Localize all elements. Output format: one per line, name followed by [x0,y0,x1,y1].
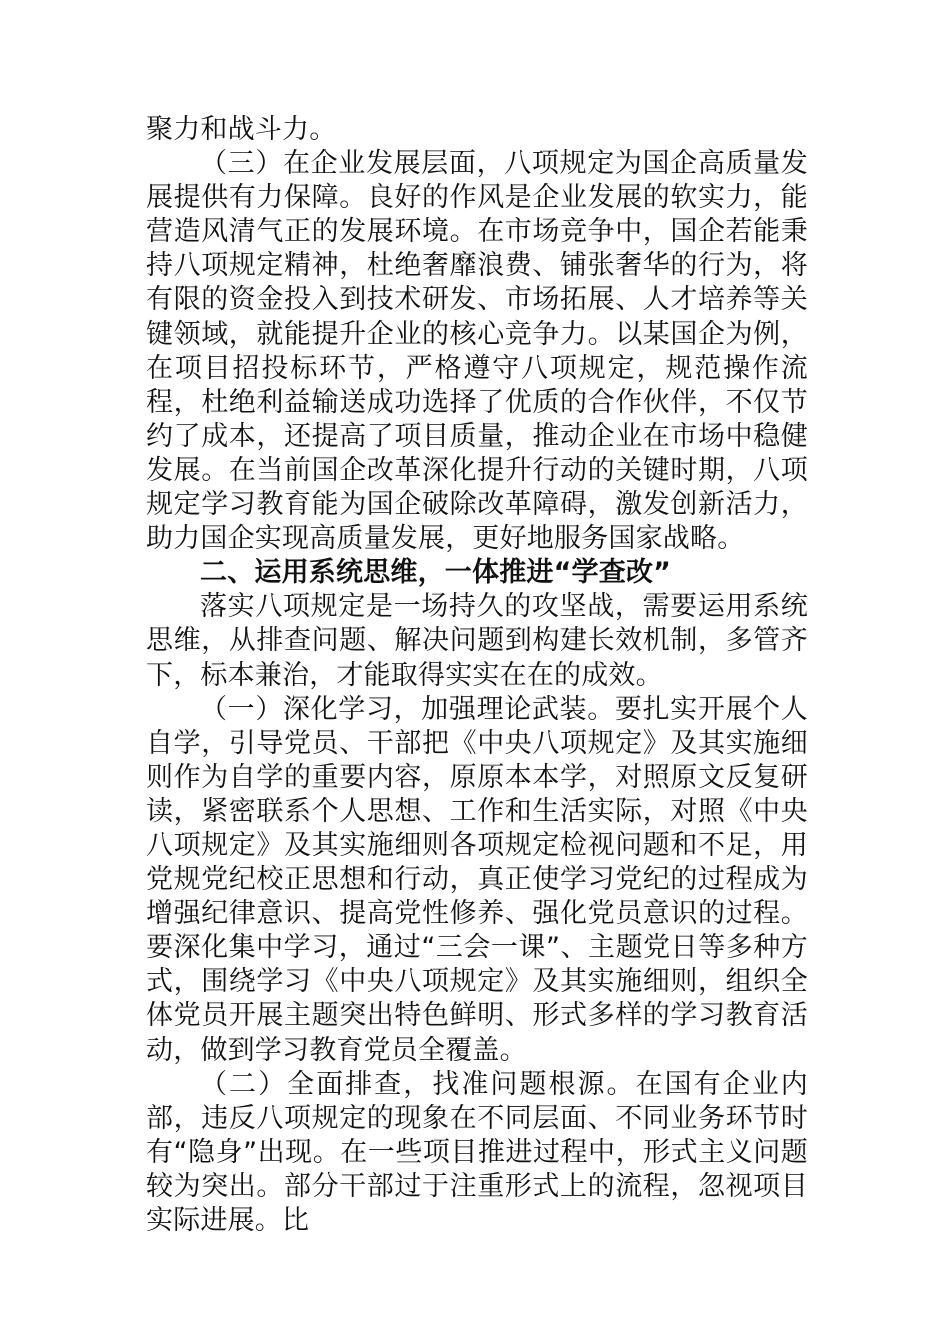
section-heading: 二、运用系统思维，一体推进“学查改” [200,557,672,589]
paragraph-subsection-two: （二）全面排查，找准问题根源。在国有企业内部，违反八项规定的现象在不同层面、不同业务环节时有“隐身”出现。在一些项目推进过程中，形式主义问题较为突出。部分干部过于注重形式上的流程，忽视项目实际进展。比 [146,1068,808,1236]
document-body [146,113,808,1238]
paragraph-continuation: 聚力和战斗力。 [146,114,337,145]
paragraph-intro: 落实八项规定是一场持久的攻坚战，需要运用系统思维，从排查问题、解决问题到构建长效机制，多管齐下，标本兼治，才能取得实实在在的成效。 [146,591,808,691]
paragraph-section-three: （三）在企业发展层面，八项规定为国企高质量发展提供有力保障。良好的作风是企业发展的软实力，能营造风清气正的发展环境。在市场竞争中，国企若能秉持八项规定精神，杜绝奢靡浪费、铺张奢华的行为，将有限的资金投入到技术研发、市场拓展、人才培养等关键领域，就能提升企业的核心竞争力。以某国企为例，在项目招投标环节，严格遵守八项规定，规范操作流程，杜绝利益输送成功选择了优质的合作伙伴，不仅节约了成本，还提高了项目质量，推动企业在市场中稳健发展。在当前国企改革深化提升行动的关键时期，八项规定学习教育能为国企破除改革障碍，激发创新活力，助力国企实现高质量发展，更好地服务国家战略。 [146,148,808,555]
paragraph-subsection-one: （一）深化学习，加强理论武装。要扎实开展个人自学，引导党员、干部把《中央八项规定》及其实施细则作为自学的重要内容，原原本本学，对照原文反复研读，紧密联系个人思想、工作和生活实际，对照《中央八项规定》及其实施细则各项规定检视问题和不足，用党规党纪校正思想和行动，真正使学习党纪的过程成为增强纪律意识、提高党性修养、强化党员意识的过程。要深化集中学习，通过“三会一课”、主题党日等多种方式，围绕学习《中央八项规定》及其实施细则，组织全体党员开展主题突出特色鲜明、形式多样的学习教育活动，做到学习教育党员全覆盖。 [146,693,808,1066]
